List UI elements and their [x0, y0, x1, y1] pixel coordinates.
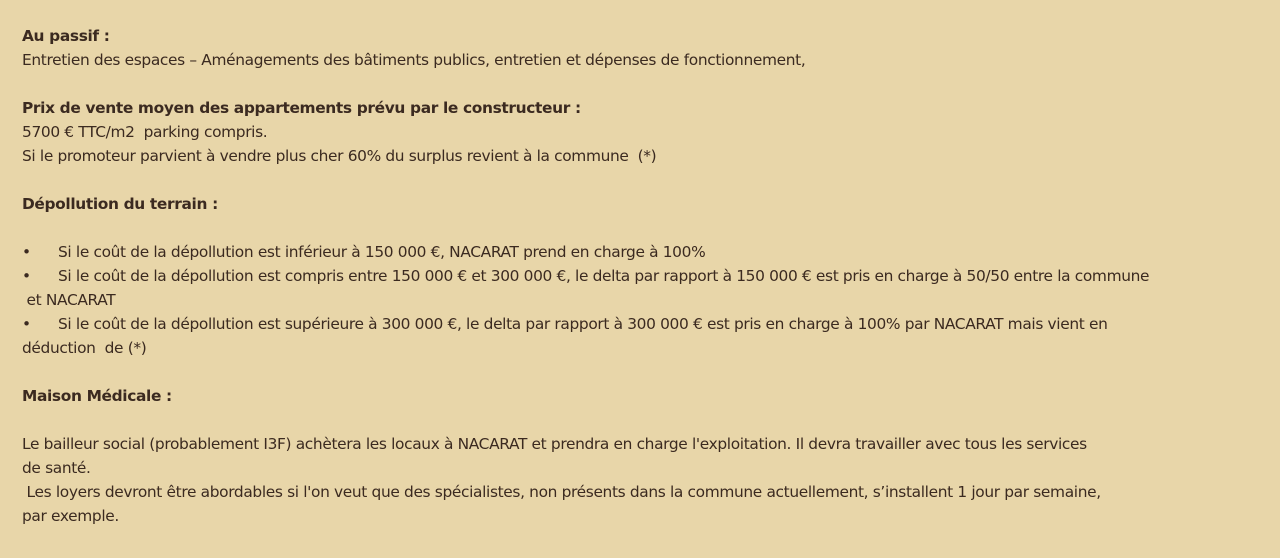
prix-heading: Prix de vente moyen des appartements prévu par le constructeur :	[22, 99, 581, 117]
depollution-item-3-text: Si le coût de la dépollution est supérieure à 300 000 €, le delta par rapport à 300 000 € est pris en charge à 100% par NACARAT mais vient en	[58, 315, 1108, 333]
bullet-icon: •	[22, 243, 31, 261]
maison-para-1-line-1: Le bailleur social (probablement I3F) achètera les locaux à NACARAT et prendra en charge l'exploitation. Il devra travailler avec tous les services	[22, 435, 1087, 453]
depollution-item-2-continuation: et NACARAT	[22, 291, 116, 309]
prix-line-1: 5700 € TTC/m2 parking compris.	[22, 123, 268, 141]
maison-para-2-line-2: par exemple.	[22, 507, 119, 525]
maison-heading: Maison Médicale :	[22, 387, 172, 405]
spacer	[22, 360, 1280, 384]
prix-line-2: Si le promoteur parvient à vendre plus cher 60% du surplus revient à la commune (*)	[22, 147, 657, 165]
maison-para-2-line-1: Les loyers devront être abordables si l'on veut que des spécialistes, non présents dans la commune actuellement, s’installent 1 jour par semaine,	[22, 483, 1101, 501]
depollution-item-1-text: Si le coût de la dépollution est inférieur à 150 000 €, NACARAT prend en charge à 100%	[58, 243, 706, 261]
depollution-item-2-text: Si le coût de la dépollution est compris entre 150 000 € et 300 000 €, le delta par rapport à 150 000 € est pris en charge à 50/50 entre la commune	[58, 267, 1150, 285]
spacer	[22, 216, 1280, 240]
depollution-item-3-continuation: déduction de (*)	[22, 339, 147, 357]
spacer	[22, 408, 1280, 432]
passif-heading: Au passif :	[22, 27, 110, 45]
bullet-icon: •	[22, 267, 31, 285]
depollution-item-1	[22, 240, 1280, 264]
bullet-icon: •	[22, 315, 31, 333]
depollution-heading: Dépollution du terrain :	[22, 195, 218, 213]
spacer	[22, 168, 1280, 192]
passif-text: Entretien des espaces – Aménagements des bâtiments publics, entretien et dépenses de fonctionnement,	[22, 51, 806, 69]
depollution-item-3	[22, 312, 1280, 336]
spacer	[22, 72, 1280, 96]
depollution-item-2	[22, 264, 1280, 288]
maison-para-1-line-2: de santé.	[22, 459, 91, 477]
